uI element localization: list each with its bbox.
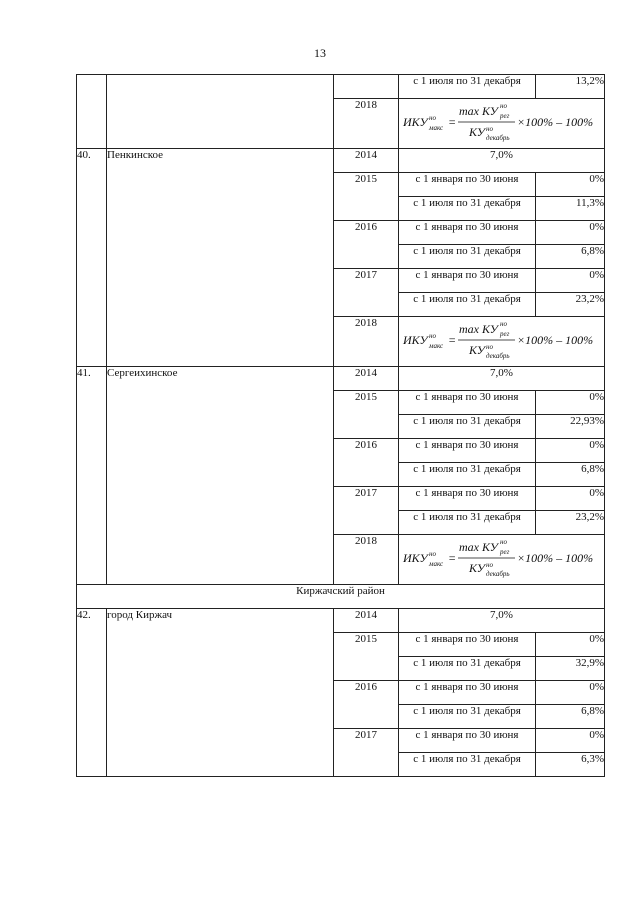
- table-row: [77, 585, 605, 609]
- period-cell: с 1 января по 30 июня: [399, 269, 536, 293]
- rate-cell: 6,8%: [536, 245, 605, 269]
- formula-numerator: max КУ: [459, 322, 498, 336]
- period-cell: с 1 июля по 31 декабря: [399, 511, 536, 535]
- year-cell: 2018: [334, 99, 399, 149]
- formula-denominator: КУ: [469, 125, 485, 139]
- period-cell: с 1 июля по 31 декабря: [399, 753, 536, 777]
- municipality-name-cell: город Киржач: [107, 609, 334, 777]
- index-formula: [399, 317, 604, 361]
- formula-denominator: КУ: [469, 343, 485, 357]
- rate-cell: 6,8%: [536, 705, 605, 729]
- formula-num-sub: рег: [500, 112, 510, 120]
- formula-lhs: ИКУ: [403, 115, 428, 129]
- table-row: [77, 75, 605, 99]
- period-cell: с 1 января по 30 июня: [399, 681, 536, 705]
- year-cell: 2018: [334, 317, 399, 367]
- year-cell: 2014: [334, 609, 399, 633]
- formula-den-sub: декабрь: [486, 134, 510, 142]
- formula-den-sub: декабрь: [486, 352, 510, 360]
- year-cell: 2014: [334, 367, 399, 391]
- formula-tail: ×100% – 100%: [517, 115, 594, 129]
- year-cell: 2016: [334, 681, 399, 729]
- rate-cell: 0%: [536, 173, 605, 197]
- tariff-table: [76, 74, 605, 777]
- formula-cell: [399, 99, 605, 149]
- formula-den-sup: но: [486, 125, 493, 133]
- index-formula: [399, 99, 604, 143]
- rate-cell: 13,2%: [536, 75, 605, 99]
- rate-cell: 7,0%: [399, 149, 605, 173]
- period-cell: с 1 января по 30 июня: [399, 173, 536, 197]
- rate-cell: 7,0%: [399, 367, 605, 391]
- period-cell: с 1 июля по 31 декабря: [399, 245, 536, 269]
- table-row: [77, 367, 605, 391]
- period-cell: с 1 июля по 31 декабря: [399, 705, 536, 729]
- formula-lhs-sup: но: [429, 332, 436, 340]
- period-cell: с 1 января по 30 июня: [399, 487, 536, 511]
- formula-tail: ×100% – 100%: [517, 333, 594, 347]
- formula-lhs-sup: но: [429, 550, 436, 558]
- formula-den-sup: но: [486, 343, 493, 351]
- rate-cell: 0%: [536, 221, 605, 245]
- row-number-cell: [77, 75, 107, 149]
- formula-num-sup: но: [500, 320, 507, 328]
- formula-num-sub: рег: [500, 330, 510, 338]
- formula-numerator: max КУ: [459, 540, 498, 554]
- formula-denominator: КУ: [469, 561, 485, 575]
- formula-svg: [399, 99, 599, 143]
- formula-num-sub: рег: [500, 548, 510, 556]
- rate-cell: 0%: [536, 391, 605, 415]
- period-cell: с 1 июля по 31 декабря: [399, 415, 536, 439]
- formula-lhs-sup: но: [429, 114, 436, 122]
- formula-equals: =: [448, 333, 457, 347]
- period-cell: с 1 января по 30 июня: [399, 633, 536, 657]
- row-number-cell: 41.: [77, 367, 107, 585]
- period-cell: с 1 июля по 31 декабря: [399, 657, 536, 681]
- formula-cell: [399, 535, 605, 585]
- period-cell: с 1 января по 30 июня: [399, 729, 536, 753]
- year-cell: 2018: [334, 535, 399, 585]
- formula-equals: =: [448, 115, 457, 129]
- year-cell: 2014: [334, 149, 399, 173]
- rate-cell: 23,2%: [536, 511, 605, 535]
- row-number-cell: 42.: [77, 609, 107, 777]
- rate-cell: 11,3%: [536, 197, 605, 221]
- formula-lhs-sub: макс: [429, 342, 444, 350]
- municipality-name-cell: Сергеихинское: [107, 367, 334, 585]
- formula-tail: ×100% – 100%: [517, 551, 594, 565]
- rate-cell: 7,0%: [399, 609, 605, 633]
- formula-den-sub: декабрь: [486, 570, 510, 578]
- index-formula: [399, 535, 604, 579]
- period-cell: с 1 января по 30 июня: [399, 221, 536, 245]
- year-cell: 2015: [334, 391, 399, 439]
- year-cell: 2015: [334, 173, 399, 221]
- rate-cell: 0%: [536, 439, 605, 463]
- rate-cell: 6,3%: [536, 753, 605, 777]
- rate-cell: 6,8%: [536, 463, 605, 487]
- formula-den-sup: но: [486, 561, 493, 569]
- formula-num-sup: но: [500, 538, 507, 546]
- rate-cell: 32,9%: [536, 657, 605, 681]
- formula-numerator: max КУ: [459, 104, 498, 118]
- formula-lhs: ИКУ: [403, 551, 428, 565]
- year-cell: 2017: [334, 269, 399, 317]
- rate-cell: 23,2%: [536, 293, 605, 317]
- rate-cell: 0%: [536, 487, 605, 511]
- period-cell: с 1 июля по 31 декабря: [399, 463, 536, 487]
- municipality-name-cell: [107, 75, 334, 149]
- rate-cell: 22,93%: [536, 415, 605, 439]
- period-cell: с 1 января по 30 июня: [399, 439, 536, 463]
- formula-lhs: ИКУ: [403, 333, 428, 347]
- year-cell: 2015: [334, 633, 399, 681]
- period-cell: с 1 января по 30 июня: [399, 391, 536, 415]
- row-number-cell: 40.: [77, 149, 107, 367]
- table-row: [77, 149, 605, 173]
- formula-svg: [399, 317, 599, 361]
- formula-lhs-sub: макс: [429, 560, 444, 568]
- formula-num-sup: но: [500, 102, 507, 110]
- formula-cell: [399, 317, 605, 367]
- rate-cell: 0%: [536, 269, 605, 293]
- rate-cell: 0%: [536, 681, 605, 705]
- year-cell: 2016: [334, 439, 399, 487]
- year-cell: 2017: [334, 729, 399, 777]
- year-cell: 2017: [334, 487, 399, 535]
- formula-lhs-sub: макс: [429, 124, 444, 132]
- rate-cell: 0%: [536, 729, 605, 753]
- period-cell: с 1 июля по 31 декабря: [399, 197, 536, 221]
- formula-svg: [399, 535, 599, 579]
- formula-equals: =: [448, 551, 457, 565]
- year-cell: 2016: [334, 221, 399, 269]
- district-header: Киржачский район: [77, 585, 605, 609]
- table-row: [77, 609, 605, 633]
- rate-cell: 0%: [536, 633, 605, 657]
- municipality-name-cell: Пенкинское: [107, 149, 334, 367]
- year-cell: [334, 75, 399, 99]
- period-cell: с 1 июля по 31 декабря: [399, 75, 536, 99]
- period-cell: с 1 июля по 31 декабря: [399, 293, 536, 317]
- page-number: 13: [314, 46, 326, 60]
